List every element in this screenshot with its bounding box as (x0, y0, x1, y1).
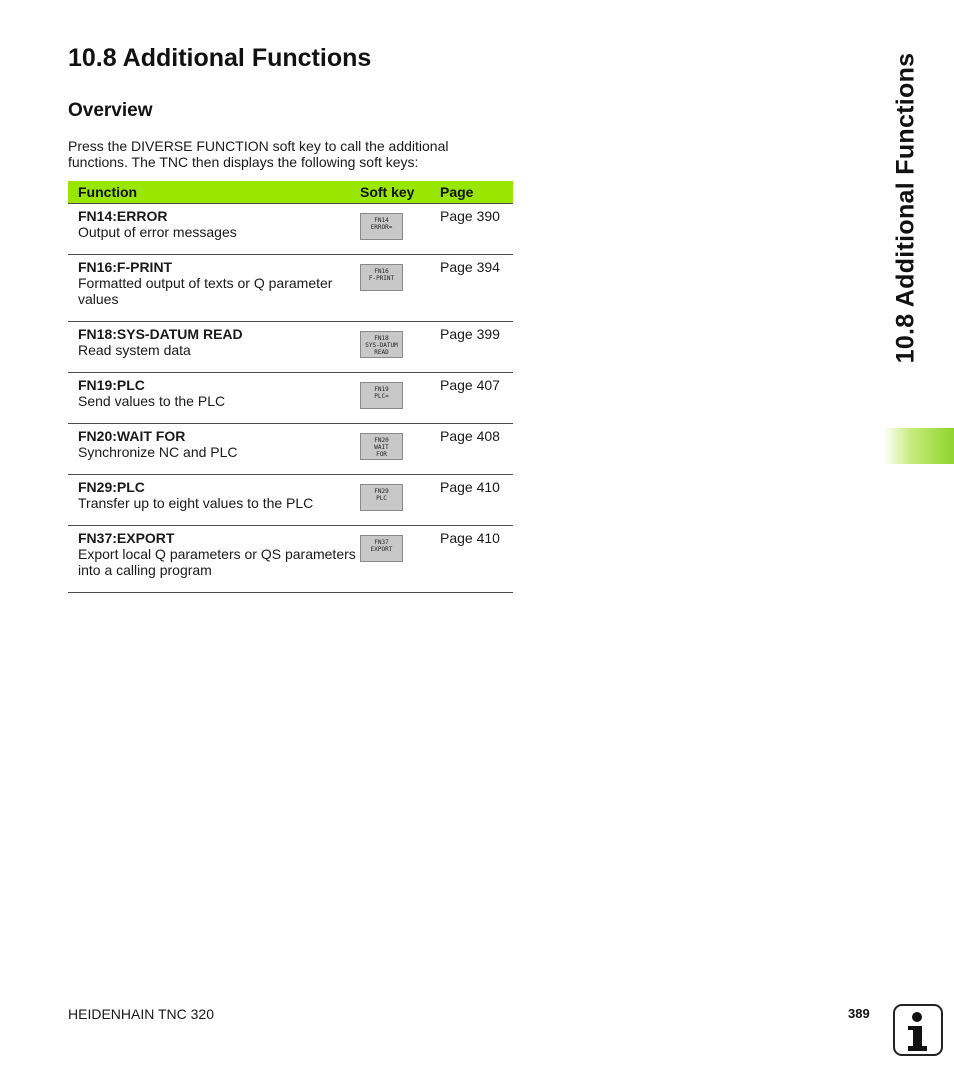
footer-page-number: 389 (848, 1006, 870, 1021)
function-description: Formatted output of texts or Q parameter values (78, 275, 333, 307)
function-name: FN14:ERROR (78, 208, 168, 224)
page-reference[interactable]: Page 399 (440, 326, 500, 342)
function-description: Read system data (78, 342, 191, 358)
function-description: Output of error messages (78, 224, 237, 240)
side-chapter-title-text: 10.8 Additional Functions (891, 52, 920, 364)
header-function: Function (68, 181, 360, 204)
page-reference[interactable]: Page 407 (440, 377, 500, 393)
page-title: 10.8 Additional Functions (68, 44, 372, 72)
header-page: Page (440, 181, 513, 204)
chapter-tab-marker (883, 428, 954, 464)
table-row (68, 424, 513, 475)
softkey-fn29-icon: FN29 PLC (360, 484, 403, 511)
functions-table (68, 181, 513, 593)
section-subtitle: Overview (68, 100, 153, 121)
table-row (68, 373, 513, 424)
table-row (68, 204, 513, 255)
table-row (68, 475, 513, 526)
function-description: Send values to the PLC (78, 393, 226, 409)
softkey-fn18-icon: FN18 SYS-DATUM READ (360, 331, 403, 358)
function-name: FN19:PLC (78, 377, 145, 393)
softkey-fn14-icon: FN14 ERROR= (360, 213, 403, 240)
function-name: FN20:WAIT FOR (78, 428, 186, 444)
function-description: Transfer up to eight values to the PLC (78, 495, 314, 511)
page-reference[interactable]: Page 410 (440, 530, 500, 546)
table-row (68, 255, 513, 322)
page-reference[interactable]: Page 408 (440, 428, 500, 444)
page-reference[interactable]: Page 390 (440, 208, 500, 224)
table-row (68, 322, 513, 373)
page-reference[interactable]: Page 394 (440, 259, 500, 275)
softkey-fn16-icon: FN16 F-PRINT (360, 264, 403, 291)
function-name: FN37:EXPORT (78, 530, 175, 546)
header-softkey: Soft key (360, 181, 440, 204)
table-row (68, 526, 513, 593)
function-name: FN16:F-PRINT (78, 259, 173, 275)
function-name: FN29:PLC (78, 479, 145, 495)
softkey-fn20-icon: FN20 WAIT FOR (360, 433, 403, 460)
info-icon (893, 1004, 943, 1056)
function-description: Synchronize NC and PLC (78, 444, 238, 460)
softkey-fn37-icon: FN37 EXPORT (360, 535, 403, 562)
footer-product: HEIDENHAIN TNC 320 (68, 1006, 215, 1022)
intro-paragraph: Press the DIVERSE FUNCTION soft key to call the additional functions. The TNC then displays the following soft keys: (68, 138, 449, 170)
softkey-fn19-icon: FN19 PLC= (360, 382, 403, 409)
side-chapter-title (876, 48, 936, 368)
page-reference[interactable]: Page 410 (440, 479, 500, 495)
function-name: FN18:SYS-DATUM READ (78, 326, 243, 342)
table-header-row (68, 181, 513, 204)
function-description: Export local Q parameters or QS parameters into a calling program (78, 546, 356, 578)
